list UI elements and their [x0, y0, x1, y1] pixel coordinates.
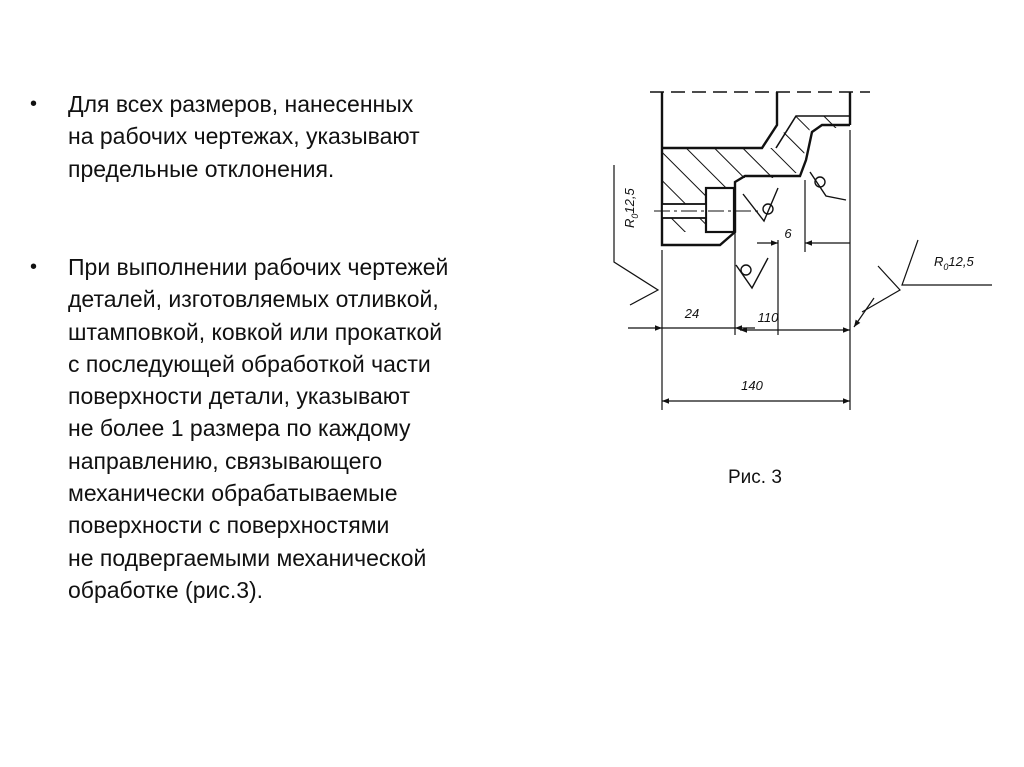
- dimension-value: 110: [757, 310, 779, 325]
- roughness-leader: [854, 298, 874, 327]
- roughness-leader: [862, 266, 900, 312]
- roughness-label-left: $R_012,5$: [622, 188, 640, 228]
- dimension-value: 140: [741, 378, 763, 393]
- text-line: При выполнении рабочих чертежей: [68, 254, 449, 280]
- roughness-label-right: $R_012,5$: [934, 254, 974, 272]
- technical-drawing: [600, 80, 1024, 440]
- text-line: не подвергаемыми механической: [68, 544, 427, 571]
- text-line: поверхности детали, указывают: [68, 383, 411, 410]
- text-line: предельные отклонения.: [68, 155, 335, 182]
- figure-caption: Рис. 3: [728, 467, 782, 488]
- roughness-mark: [810, 172, 846, 200]
- text-line: обработке (рис.3).: [68, 576, 264, 603]
- bullet-text: [68, 251, 448, 606]
- dimension-value: 24: [684, 306, 700, 321]
- bolt-head: [706, 188, 734, 232]
- roughness-mark: [736, 258, 768, 288]
- text-line: Для всех размеров, нанесенных: [68, 91, 414, 117]
- text-line: поверхности с поверхностями: [68, 512, 390, 539]
- drawing-svg: [600, 80, 1024, 440]
- text-line: направлению, связывающего: [68, 447, 383, 474]
- text-line: с последующей обработкой части: [68, 350, 431, 377]
- roughness-mark: [743, 188, 778, 221]
- text-line: механически обрабатываемые: [68, 480, 398, 507]
- text-line: на рабочих чертежах, указывают: [68, 123, 420, 150]
- bullet-marker: •: [30, 93, 38, 115]
- text-line: деталей, изготовляемых отливкой,: [68, 286, 439, 313]
- bullet-text: [68, 88, 420, 185]
- text-line: не более 1 размера по каждому: [68, 415, 411, 442]
- bullet-marker: •: [30, 256, 38, 278]
- text-line: штамповкой, ковкой или прокаткой: [68, 318, 443, 345]
- dimension-value: 6: [784, 226, 792, 241]
- roughness-leader: [614, 165, 658, 305]
